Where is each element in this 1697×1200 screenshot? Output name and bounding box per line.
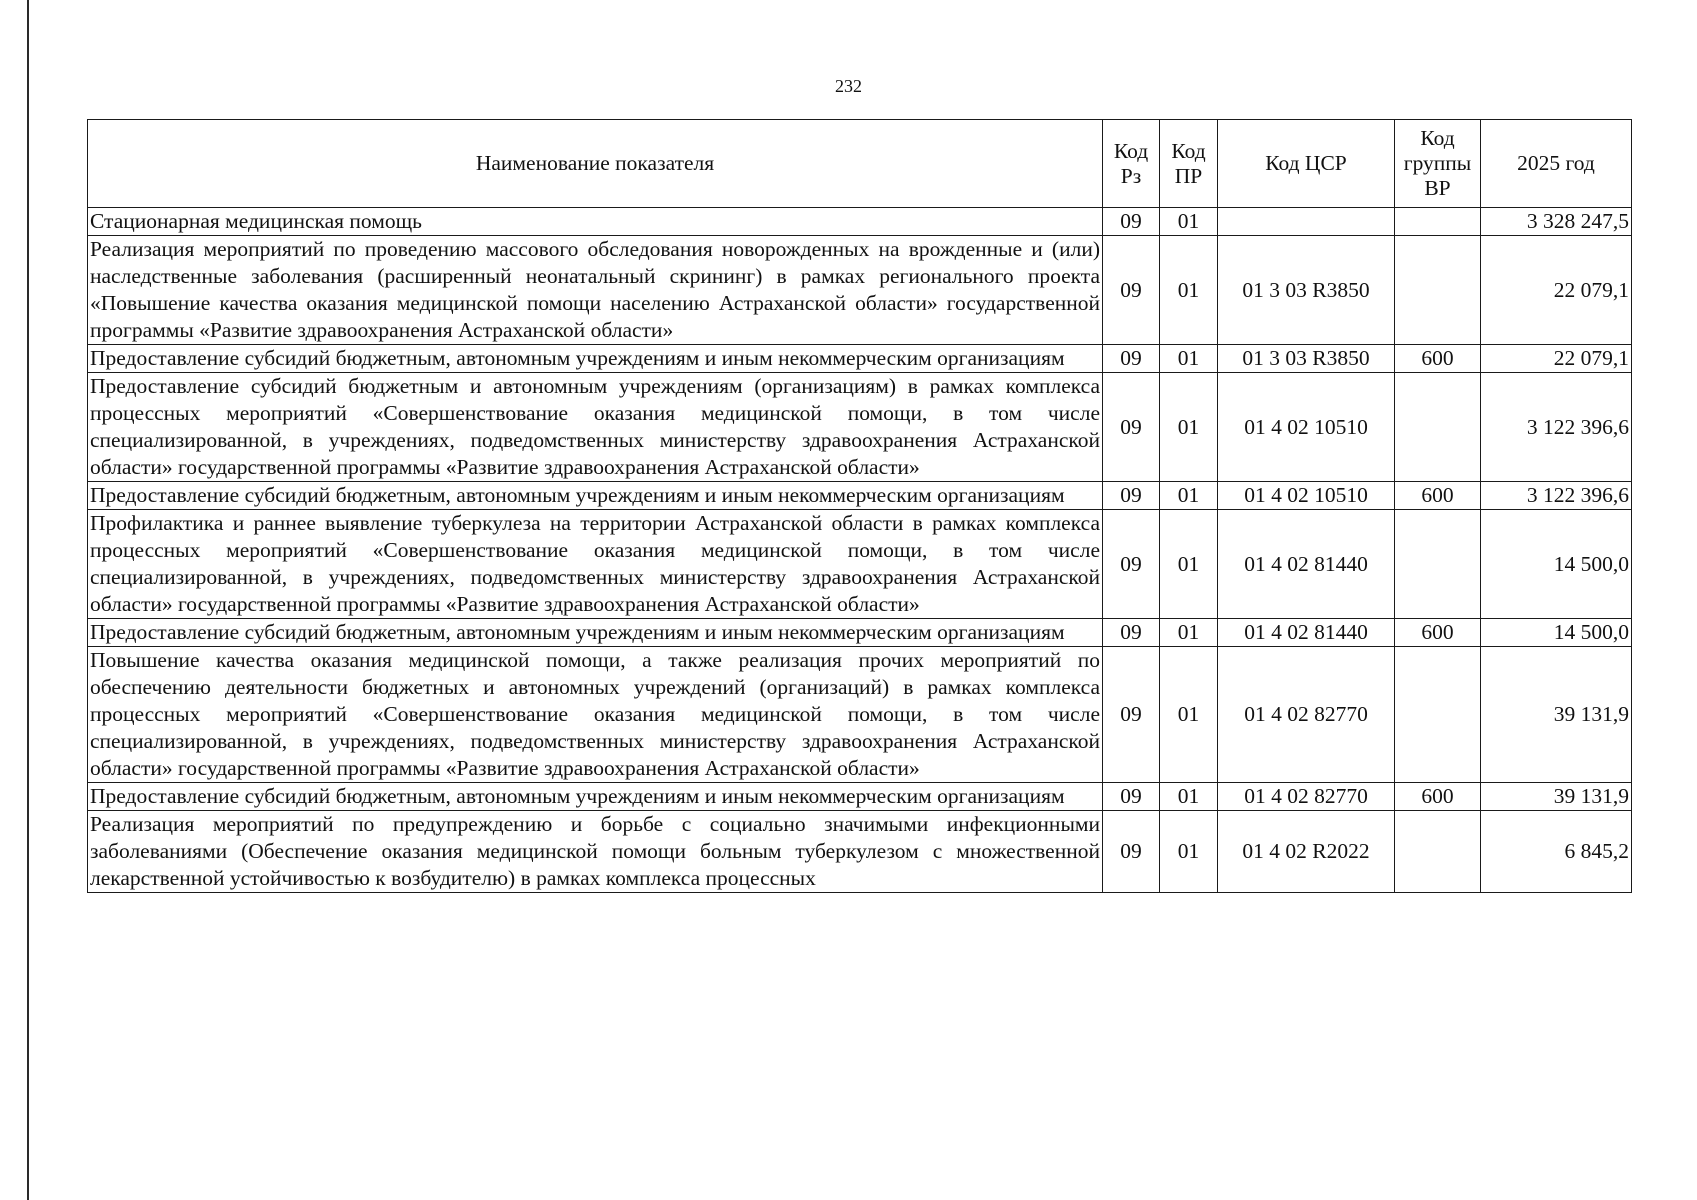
row-rz: 09: [1103, 783, 1160, 811]
col-header-rz: Код Рз: [1103, 120, 1160, 208]
row-pr: 01: [1160, 811, 1218, 893]
row-name: Профилактика и раннее выявление туберкулеза на территории Астраханской области в рамках комплекса процессных мероприятий «Совершенствование оказания медицинской помощи, в том числе специализированной, в учреждениях, подведомственных министерству здравоохранения Астраханской области» государственной программы «Развитие здравоохранения Астраханской области»: [88, 510, 1103, 619]
row-pr: 01: [1160, 647, 1218, 783]
row-vr: [1395, 647, 1481, 783]
table-row: [88, 208, 1632, 236]
row-vr: [1395, 208, 1481, 236]
row-amount: 6 845,2: [1481, 811, 1632, 893]
row-name: Реализация мероприятий по проведению массового обследования новорожденных на врожденные и (или) наследственные заболевания (расширенный неонатальный скрининг) в рамках регионального проекта «Повышение качества оказания медицинской помощи населению Астраханской области» государственной программы «Развитие здравоохранения Астраханской области»: [88, 236, 1103, 345]
row-vr: 600: [1395, 345, 1481, 373]
col-header-year: 2025 год: [1481, 120, 1632, 208]
page-number: 232: [835, 76, 862, 96]
row-rz: 09: [1103, 647, 1160, 783]
row-pr: 01: [1160, 373, 1218, 482]
row-amount: 39 131,9: [1481, 783, 1632, 811]
row-rz: 09: [1103, 619, 1160, 647]
row-csr: 01 4 02 82770: [1218, 647, 1395, 783]
row-rz: 09: [1103, 510, 1160, 619]
row-vr: 600: [1395, 482, 1481, 510]
row-amount: 3 122 396,6: [1481, 482, 1632, 510]
row-csr: 01 4 02 R2022: [1218, 811, 1395, 893]
row-csr: 01 4 02 81440: [1218, 619, 1395, 647]
col-header-vr: Код группы ВР: [1395, 120, 1481, 208]
row-pr: 01: [1160, 482, 1218, 510]
table-header-row: [88, 120, 1632, 208]
row-name: Стационарная медицинская помощь: [88, 208, 1103, 236]
row-rz: 09: [1103, 208, 1160, 236]
row-vr: 600: [1395, 619, 1481, 647]
row-csr: 01 3 03 R3850: [1218, 236, 1395, 345]
binding-line: [27, 0, 29, 1200]
row-amount: 22 079,1: [1481, 345, 1632, 373]
row-amount: 14 500,0: [1481, 510, 1632, 619]
row-csr: 01 3 03 R3850: [1218, 345, 1395, 373]
row-vr: [1395, 811, 1481, 893]
table-row: [88, 619, 1632, 647]
row-name: Предоставление субсидий бюджетным, автономным учреждениям и иным некоммерческим организациям: [88, 783, 1103, 811]
row-vr: [1395, 236, 1481, 345]
budget-table: [87, 119, 1632, 893]
row-csr: 01 4 02 10510: [1218, 373, 1395, 482]
row-rz: 09: [1103, 811, 1160, 893]
col-header-csr: Код ЦСР: [1218, 120, 1395, 208]
row-pr: 01: [1160, 345, 1218, 373]
row-vr: [1395, 510, 1481, 619]
row-name: Предоставление субсидий бюджетным, автономным учреждениям и иным некоммерческим организациям: [88, 345, 1103, 373]
row-name: Предоставление субсидий бюджетным, автономным учреждениям и иным некоммерческим организациям: [88, 482, 1103, 510]
row-pr: 01: [1160, 208, 1218, 236]
col-header-name: Наименование показателя: [88, 120, 1103, 208]
table-row: [88, 783, 1632, 811]
row-amount: 3 328 247,5: [1481, 208, 1632, 236]
row-csr: 01 4 02 10510: [1218, 482, 1395, 510]
row-pr: 01: [1160, 619, 1218, 647]
col-header-pr: Код ПР: [1160, 120, 1218, 208]
row-pr: 01: [1160, 510, 1218, 619]
table-row: [88, 482, 1632, 510]
row-rz: 09: [1103, 345, 1160, 373]
row-rz: 09: [1103, 236, 1160, 345]
row-pr: 01: [1160, 783, 1218, 811]
row-amount: 3 122 396,6: [1481, 373, 1632, 482]
table-row: [88, 510, 1632, 619]
row-amount: 22 079,1: [1481, 236, 1632, 345]
row-rz: 09: [1103, 373, 1160, 482]
row-vr: [1395, 373, 1481, 482]
row-csr: 01 4 02 82770: [1218, 783, 1395, 811]
row-rz: 09: [1103, 482, 1160, 510]
row-name: Реализация мероприятий по предупреждению и борьбе с социально значимыми инфекционными заболеваниями (Обеспечение оказания медицинской помощи больным туберкулезом с множественной лекарственной устойчивостью к возбудителю) в рамках комплекса процессных: [88, 811, 1103, 893]
row-amount: 14 500,0: [1481, 619, 1632, 647]
row-csr: [1218, 208, 1395, 236]
table-row: [88, 811, 1632, 893]
table-row: [88, 236, 1632, 345]
row-pr: 01: [1160, 236, 1218, 345]
row-vr: 600: [1395, 783, 1481, 811]
row-name: Предоставление субсидий бюджетным, автономным учреждениям и иным некоммерческим организациям: [88, 619, 1103, 647]
table-row: [88, 647, 1632, 783]
table-row: [88, 373, 1632, 482]
row-name: Повышение качества оказания медицинской помощи, а также реализация прочих мероприятий по обеспечению деятельности бюджетных и автономных учреждений (организаций) в рамках комплекса процессных мероприятий «Совершенствование оказания медицинской помощи, в том числе специализированной, в учреждениях, подведомственных министерству здравоохранения Астраханской области» государственной программы «Развитие здравоохранения Астраханской области»: [88, 647, 1103, 783]
row-amount: 39 131,9: [1481, 647, 1632, 783]
row-csr: 01 4 02 81440: [1218, 510, 1395, 619]
table-row: [88, 345, 1632, 373]
row-name: Предоставление субсидий бюджетным и автономным учреждениям (организациям) в рамках комплекса процессных мероприятий «Совершенствование оказания медицинской помощи, в том числе специализированной, в учреждениях, подведомственных министерству здравоохранения Астраханской области» государственной программы «Развитие здравоохранения Астраханской области»: [88, 373, 1103, 482]
